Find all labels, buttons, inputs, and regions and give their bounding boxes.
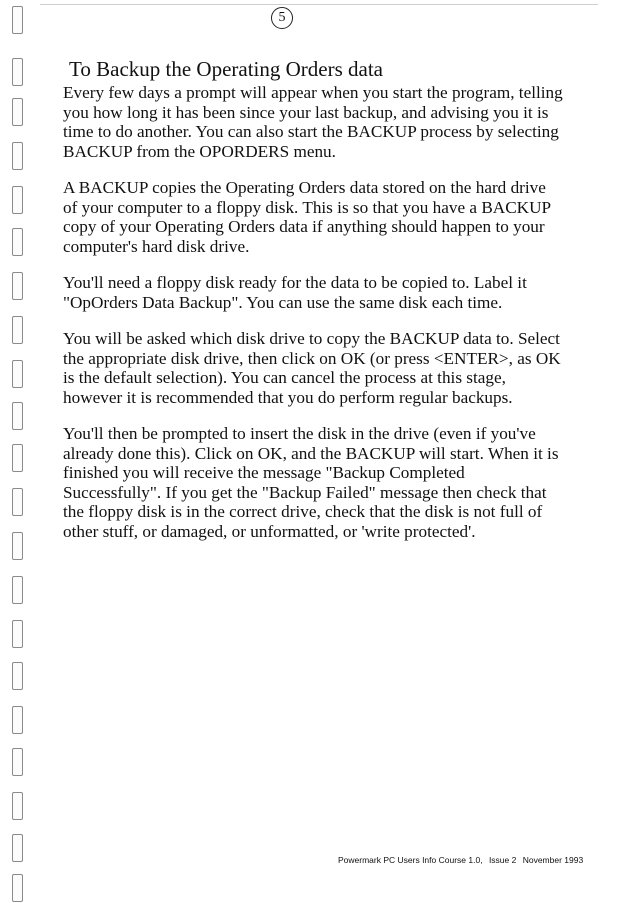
binder-hole xyxy=(12,792,23,820)
binder-hole xyxy=(12,360,23,388)
binder-hole xyxy=(12,874,23,902)
binder-hole xyxy=(12,228,23,256)
binder-hole xyxy=(12,142,23,170)
binder-hole xyxy=(12,488,23,516)
binder-hole xyxy=(12,186,23,214)
top-rule xyxy=(40,4,598,5)
binder-hole xyxy=(12,662,23,690)
binder-hole xyxy=(12,6,23,34)
footer-issue: Issue 2 xyxy=(488,855,517,865)
paragraph-select-drive: You will be asked which disk drive to copy the BACKUP data to. Select the appropriate disk drive, then click on OK (or press <ENTER>, as OK is the default selection). You can cancel the process at this stage, however it is recommended that you do perform regular backups. xyxy=(63,329,561,407)
binder-hole xyxy=(12,706,23,734)
binder-hole xyxy=(12,316,23,344)
paragraph-backup-purpose: A BACKUP copies the Operating Orders data stored on the hard drive of your computer to a floppy disk. This is so that you have a BACKUP copy of your Operating Orders data if anything should happen to your computer's hard disk drive. xyxy=(63,178,551,256)
footer-date: November 1993 xyxy=(522,855,584,865)
body-text xyxy=(63,83,563,558)
binder-holes xyxy=(6,0,30,903)
binder-hole xyxy=(12,402,23,430)
binder-hole xyxy=(12,58,23,86)
paragraph-floppy-disk: You'll need a floppy disk ready for the data to be copied to. Label it "OpOrders Data Backup". You can use the same disk each time. xyxy=(63,273,527,312)
binder-hole xyxy=(12,272,23,300)
binder-hole xyxy=(12,576,23,604)
footer-course: Powermark PC Users Info Course 1.0, xyxy=(338,855,483,865)
binder-hole xyxy=(12,444,23,472)
binder-hole xyxy=(12,620,23,648)
binder-hole xyxy=(12,98,23,126)
binder-hole xyxy=(12,532,23,560)
footer xyxy=(338,854,583,866)
page-title: To Backup the Operating Orders data xyxy=(69,57,384,81)
paragraph-insert-disk: You'll then be prompted to insert the disk in the drive (even if you've already done this). Click on OK, and the BACKUP will start. When it is finished you will receive the message "Backup Completed Successfully". If you get the "Backup Failed" message then check that the floppy disk is in the correct drive, check that the disk is not full of other stuff, or damaged, or unformatted, or 'write protected'. xyxy=(63,424,559,541)
binder-hole xyxy=(12,834,23,862)
paragraph-backup-prompt: Every few days a prompt will appear when you start the program, telling you how long it has been since your last backup, and advising you it is time to do another. You can also start the BACKUP process by selecting BACKUP from the OPORDERS menu. xyxy=(63,83,563,161)
page-number: 5 xyxy=(271,7,293,29)
binder-hole xyxy=(12,748,23,776)
